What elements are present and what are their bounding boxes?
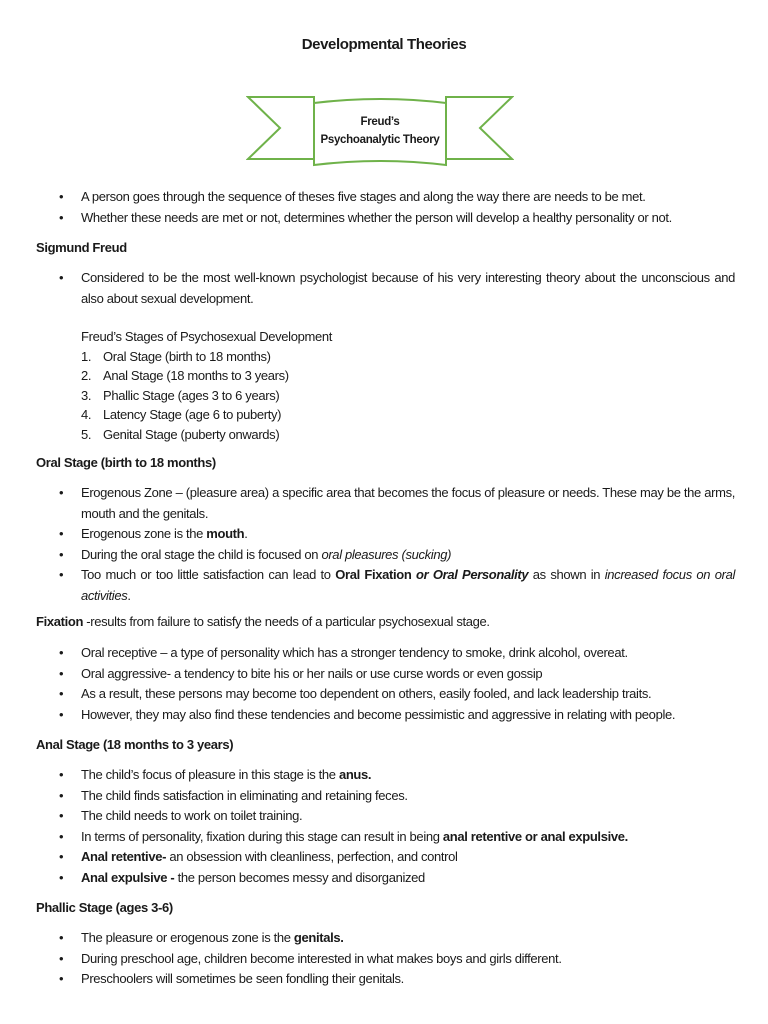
- fixation-bullet-list: [59, 643, 735, 725]
- list-item: • Anal expulsive - the person becomes messy and disorganized: [59, 869, 425, 885]
- ribbon-banner: [246, 93, 514, 173]
- stages-list: [81, 327, 332, 444]
- list-item: 3. Phallic Stage (ages 3 to 6 years): [81, 387, 280, 403]
- list-item: • Erogenous zone is the mouth.: [59, 526, 248, 541]
- fixation-definition: Fixation -results from failure to satisfy the needs of a particular psychosexual stage.: [36, 614, 490, 629]
- list-item: • Erogenous Zone – (pleasure area) a specific area that becomes the focus of pleasure or needs. These may be the arms, mouth and the genitals.: [59, 485, 735, 521]
- list-item: 1. Oral Stage (birth to 18 months): [81, 348, 271, 364]
- section-heading-oral: Oral Stage (birth to 18 months): [36, 455, 216, 470]
- ribbon-line-2: Psychoanalytic Theory: [320, 134, 440, 146]
- section-heading-freud: Sigmund Freud: [36, 240, 127, 255]
- list-item: • Too much or too little satisfaction can lead to Oral Fixation or Oral Personality as shown in increased focus on oral activities.: [59, 567, 735, 603]
- list-item: • However, they may also find these tendencies and become pessimistic and aggressive in relating with people.: [59, 706, 676, 722]
- list-item: • During the oral stage the child is focused on oral pleasures (sucking): [59, 546, 452, 562]
- list-item: • Oral aggressive- a tendency to bite his or her nails or use curse words or even gossip: [59, 665, 543, 681]
- list-item: 2. Anal Stage (18 months to 3 years): [81, 368, 289, 383]
- list-item: • The child needs to work on toilet training.: [59, 808, 303, 823]
- list-item: • Preschoolers will sometimes be seen fondling their genitals.: [59, 971, 404, 986]
- list-item: 5. Genital Stage (puberty onwards): [81, 426, 280, 442]
- stages-title: Freud’s Stages of Psychosexual Development: [81, 329, 332, 344]
- section-heading-anal: Anal Stage (18 months to 3 years): [36, 737, 234, 752]
- ribbon-text: [308, 113, 452, 149]
- list-item: • The child’s focus of pleasure in this stage is the anus.: [59, 767, 372, 782]
- list-item: • Anal retentive- an obsession with cleanliness, perfection, and control: [59, 849, 458, 864]
- page-title: Developmental Theories: [301, 36, 467, 53]
- list-item: • A person goes through the sequence of theses five stages and along the way there are needs to be met.: [59, 189, 646, 204]
- list-item: 4. Latency Stage (age 6 to puberty): [81, 407, 282, 422]
- anal-bullet-list: [59, 765, 735, 888]
- list-item: • Oral receptive – a type of personality which has a stronger tendency to smoke, drink alcohol, overeat.: [59, 645, 628, 660]
- list-item: • In terms of personality, fixation during this stage can result in being anal retentive or anal expulsive.: [59, 828, 628, 844]
- list-item: • Whether these needs are met or not, determines whether the person will develop a healthy personality or not.: [59, 209, 672, 225]
- intro-bullet-list: [59, 187, 735, 228]
- list-item: • The pleasure or erogenous zone is the genitals.: [59, 930, 344, 945]
- list-item: • As a result, these persons may become too dependent on others, easily fooled, and lack leadership traits.: [59, 686, 652, 701]
- oral-bullet-list: [59, 483, 735, 606]
- ribbon-line-1: Freud’s: [360, 116, 400, 128]
- list-item: • During preschool age, children become interested in what makes boys and girls different.: [59, 950, 562, 966]
- phallic-bullet-list: [59, 928, 735, 990]
- list-item: • The child finds satisfaction in eliminating and retaining feces.: [59, 787, 408, 803]
- list-item: • Considered to be the most well-known psychologist because of his very interesting theory about the unconscious and also about sexual development.: [59, 270, 735, 306]
- section-heading-phallic: Phallic Stage (ages 3-6): [36, 900, 173, 915]
- freud-bullet-list: [59, 268, 735, 309]
